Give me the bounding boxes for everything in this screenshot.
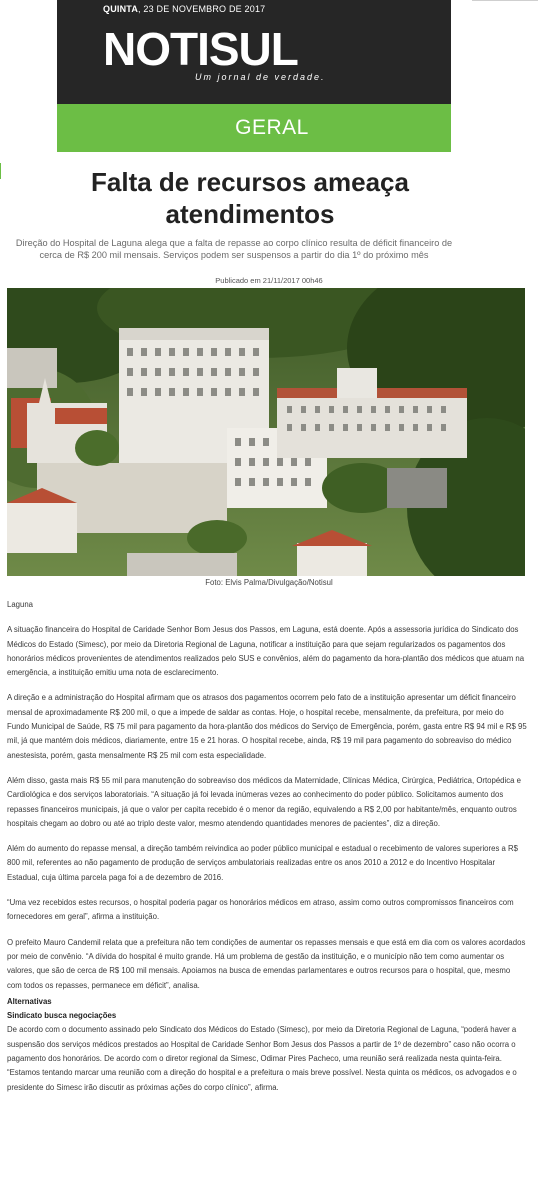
issue-date: QUINTA, 23 DE NOVEMBRO DE 2017 bbox=[103, 4, 266, 14]
publish-date: Publicado em 21/11/2017 00h46 bbox=[215, 276, 323, 285]
article-body bbox=[7, 598, 527, 1095]
article-paragraph: Laguna bbox=[7, 600, 34, 609]
section-bar[interactable] bbox=[57, 104, 451, 152]
subtitle-alternativas: Alternativas bbox=[7, 996, 52, 1006]
article-paragraph: “Uma vez recebidos estes recursos, o hospital poderia pagar os honorários médicos em atraso, assim como outros compromissos financeiros com fornecedores em geral”, afirma a instituição. bbox=[7, 898, 514, 922]
article-paragraph: O prefeito Mauro Candemil relata que a prefeitura não tem condições de aumentar os repasses mensais e que está em dia com os valores acordados por meio de convênio. “A dívida do hospital é muito grande. Há um problema de gestão da instituição, e o município não tem como aumentar os valores, que são de cerca de R$ 100 mil mensais. Apoiamos na busca de emendas parlamentares e outros recursos para o hospital, que, mesmo com todos os repasses, permanece em déficit”, analisa. bbox=[7, 937, 526, 990]
section-marker bbox=[0, 163, 1, 179]
article-subheadline: Direção do Hospital de Laguna alega que a falta de repasse ao corpo clínico resulta de déficit financeiro de cerca de R$ 200 mil mensais. Serviços podem ser suspensos a partir do dia 1º do próximo mês bbox=[15, 238, 453, 260]
article-paragraph: A direção e a administração do Hospital afirmam que os atrasos dos pagamentos ocorrem pelo fato de a instituição apresentar um déficit financeiro mensal de aproximadamente R$ 200 mil, o que a impede de saldar as contas. Hoje, o hospital recebe, mensalmente, da prefeitura, por meio do Fundo Municipal de Saúde, R$ 75 mil para pagamento da hora-plantão dos médicos do Serviço de Emergência, porém, gasta entre R$ 94 mil e R$ 95 mil, já que mantém dois médicos, diariamente, entre 15 e 21 horas. O hospital recebe, ainda, R$ 19 mil para pagamento do sobreaviso do médico anestesista, porém, gasta mensalmente R$ 25 mil com esta especialidade. bbox=[7, 693, 527, 760]
article-paragraph: Além disso, gasta mais R$ 55 mil para manutenção do sobreaviso dos médicos da Maternidade, Clínicas Médica, Cirúrgica, Pediátrica, Ortopédica e Cardiológica e dos serviços laboratoriais. “A situação já foi levada inúmeras vezes ao conhecimento do poder público. Solicitamos aumento dos repasses financeiros municipais, já que o valor per capita recebido é o menor da região, equivalendo a R$ 2,00 por habitante/mês, enquanto outros hospitais chegam ao dobro ou até ao triplo deste valor, mesmo atendendo quantidades menores de pacientes”, diz a direção. bbox=[7, 775, 521, 828]
masthead bbox=[57, 0, 451, 104]
article-photo[interactable] bbox=[7, 288, 525, 576]
notisul-logo[interactable] bbox=[103, 23, 333, 76]
article-headline: Falta de recursos ameaça atendimentos bbox=[91, 167, 409, 229]
subtitle-sindicato: Sindicato busca negociações bbox=[7, 1011, 117, 1021]
section-label: GERAL bbox=[235, 116, 309, 139]
logo-accent-icon bbox=[103, 23, 333, 76]
article-paragraph: Além do aumento do repasse mensal, a direção também reivindica ao poder público municipal e estadual o recebimento de valores superiores a R$ 800 mil, referentes ao não pagamento de produção de serviços ambulatoriais realizadas entre os anos 2010 a 2012 e do Incentivo Hospitalar Estadual, cuja última parcela paga foi a de dezembro de 2016. bbox=[7, 844, 518, 882]
photo-caption: Foto: Elvis Palma/Divulgação/Notisul bbox=[205, 578, 333, 587]
logo-wordmark: NOTISUL bbox=[103, 23, 298, 75]
logo-tagline: Um jornal de verdade. bbox=[195, 72, 326, 82]
article-paragraph: De acordo com o documento assinado pelo Sindicato dos Médicos do Estado (Simesc), por meio da Diretoria Regional de Laguna, “poderá haver a suspensão dos serviços médicos prestados ao Hospital de Caridade Senhor Bom Jesus dos Passos a partir de 1º de dezembro” caso não ocorra o pagamento dos honorários. De acordo com o diretor regional da Simesc, Odimar Pires Pacheco, uma reunião será realizada nesta quinta-feira. “Estamos tentando marcar uma reunião com a direção do hospital e a prefeitura o mais breve possível. Nesta quinta os médicos, os advogados e o presidente do Simesc irão discutir as próximas ações do corpo clínico”, afirma. bbox=[7, 1025, 517, 1092]
top-divider bbox=[472, 0, 538, 1]
article-paragraph: A situação financeira do Hospital de Caridade Senhor Bom Jesus dos Passos, em Laguna, está doente. Após a assessoria jurídica do Sindicato dos Médicos do Estado (Simesc), por meio da Diretoria Regional de Laguna, notificar a instituição para que sejam regularizados os pagamentos dos honorários médicos provenientes de atendimentos realizados pelo SUS e convênios, além do pagamento da hora-plantão dos médicos que atuam na emergência, a instituição emitiu uma nota de esclarecimento. bbox=[7, 625, 525, 678]
hospital-photo-illustration bbox=[7, 288, 525, 576]
